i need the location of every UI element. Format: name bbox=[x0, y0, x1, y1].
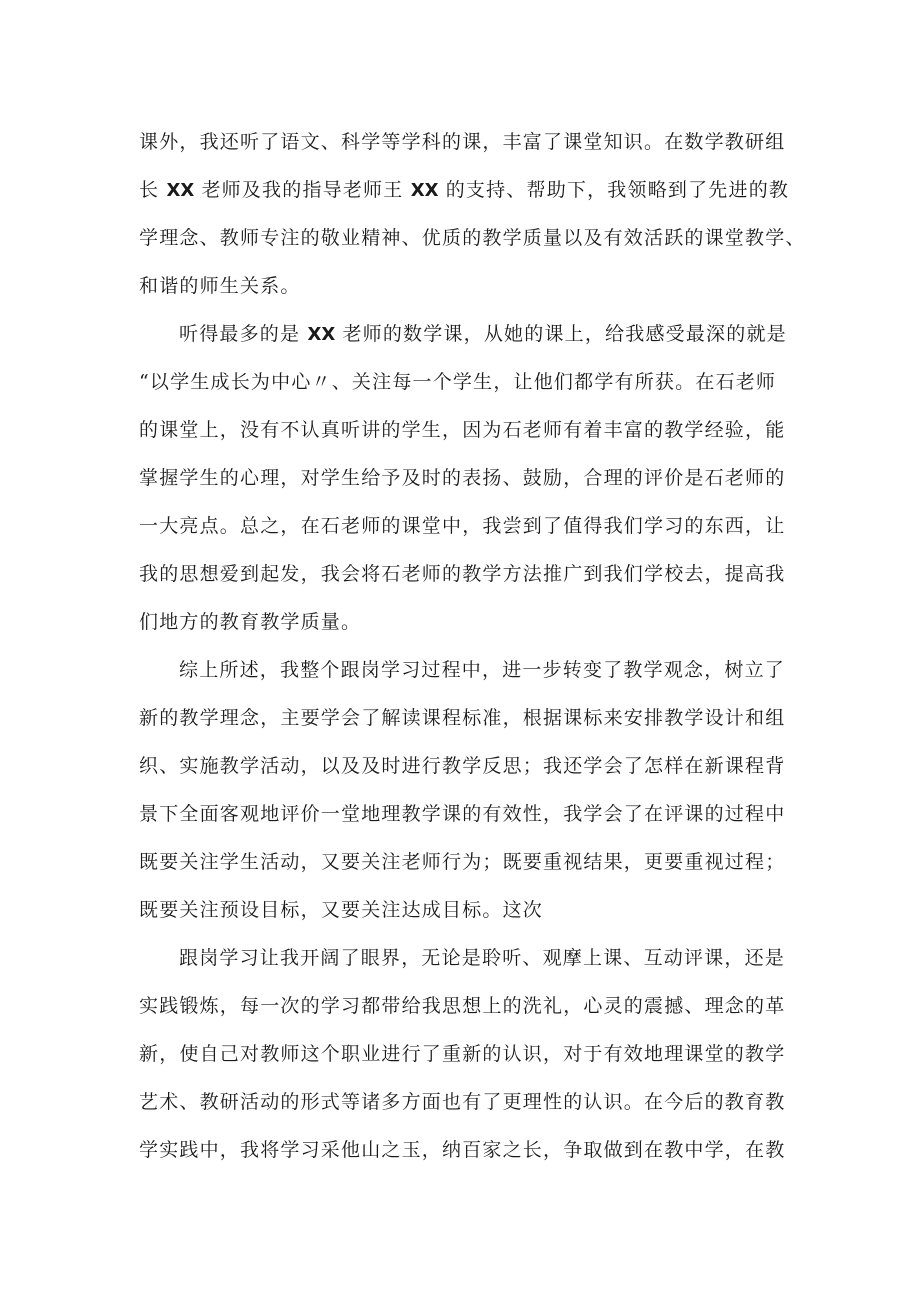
text-run: 一大亮点。总之，在石老师的课堂中，我尝到了值得我们学习的东西，让 bbox=[139, 515, 786, 537]
paragraph bbox=[139, 646, 799, 934]
text-run: 我的思想爱到起发，我会将石老师的教学方法推广到我们学校去，提高我 bbox=[139, 563, 786, 585]
text-run: 艺术、教研活动的形式等诸多方面也有了更理性的认识。在今后的教育教 bbox=[139, 1091, 786, 1113]
text-run: 跟岗学习让我开阔了眼界，无论是聆听、观摩上课、互动评课，还是 bbox=[179, 947, 786, 969]
text-run: 新，使自己对教师这个职业进行了重新的认识，对于有效地理课堂的教学 bbox=[139, 1043, 786, 1065]
text-run: 新的教学理念，主要学会了解读课程标准，根据课标来安排教学设计和组 bbox=[139, 707, 786, 729]
text-run: “以学生成长为中心〃、关注每一个学生，让他们都学有所获。在石老师 bbox=[139, 371, 777, 393]
text-run: 老师的数学课，从她的课上，给我感受最深的就是 bbox=[335, 323, 787, 345]
text-line bbox=[139, 118, 799, 166]
text-run: 掌握学生的心理，对学生给予及时的表扬、鼓励，合理的评价是石老师的 bbox=[139, 467, 786, 489]
text-run: 实践锻炼，每一次的学习都带给我思想上的洗礼，心灵的震撼、理念的革 bbox=[139, 995, 786, 1017]
text-run: 课外，我还听了语文、科学等学科的课，丰富了课堂知识。在数学教研组 bbox=[139, 131, 786, 153]
text-line bbox=[139, 598, 799, 646]
text-line bbox=[139, 406, 799, 454]
text-line bbox=[139, 550, 799, 598]
text-run: 们地方的教育教学质量。 bbox=[139, 611, 362, 633]
text-line bbox=[139, 838, 799, 886]
text-line bbox=[139, 1126, 799, 1174]
text-line bbox=[139, 742, 799, 790]
text-line bbox=[139, 502, 799, 550]
text-line bbox=[139, 694, 799, 742]
bold-name-placeholder: XX bbox=[410, 180, 439, 201]
text-line bbox=[139, 646, 799, 694]
text-line bbox=[139, 262, 799, 310]
text-line bbox=[139, 358, 799, 406]
text-run: 织、实施教学活动，以及及时进行教学反思；我还学会了怎样在新课程背 bbox=[139, 755, 786, 777]
text-line bbox=[139, 1078, 799, 1126]
text-run: 和谐的师生关系。 bbox=[139, 275, 301, 297]
text-line bbox=[139, 166, 799, 214]
paragraph bbox=[139, 934, 799, 1174]
text-line bbox=[139, 214, 806, 262]
paragraph bbox=[139, 118, 806, 310]
text-line bbox=[139, 1030, 799, 1078]
text-line bbox=[139, 454, 799, 502]
text-run: 的课堂上，没有不认真听讲的学生，因为石老师有着丰富的教学经验，能 bbox=[139, 419, 786, 441]
text-line bbox=[139, 310, 799, 358]
bold-name-placeholder: XX bbox=[307, 324, 336, 345]
text-run: 既要关注预设目标，又要关注达成目标。这次 bbox=[139, 899, 544, 921]
text-line bbox=[139, 982, 799, 1030]
paragraph bbox=[139, 310, 799, 646]
text-run: 学理念、教师专注的敬业精神、优质的教学质量以及有效活跃的课堂教学、 bbox=[139, 227, 806, 249]
text-run: 既要关注学生活动，又要关注老师行为；既要重视结果，更要重视过程； bbox=[139, 851, 786, 873]
text-run: 学实践中，我将学习采他山之玉，纳百家之长，争取做到在教中学，在教 bbox=[139, 1139, 786, 1161]
text-run: 的支持、帮助下，我领略到了先进的教 bbox=[438, 179, 790, 201]
text-run: 听得最多的是 bbox=[179, 323, 308, 345]
document-body bbox=[139, 118, 806, 1174]
text-line bbox=[139, 886, 799, 934]
bold-name-placeholder: XX bbox=[166, 180, 195, 201]
text-run: 综上所述，我整个跟岗学习过程中，进一步转变了教学观念，树立了 bbox=[179, 659, 786, 681]
text-run: 景下全面客观地评价一堂地理教学课的有效性，我学会了在评课的过程中 bbox=[139, 803, 786, 825]
text-run: 长 bbox=[139, 179, 167, 201]
text-line bbox=[139, 934, 799, 982]
text-run: 老师及我的指导老师王 bbox=[194, 179, 411, 201]
text-line bbox=[139, 790, 799, 838]
